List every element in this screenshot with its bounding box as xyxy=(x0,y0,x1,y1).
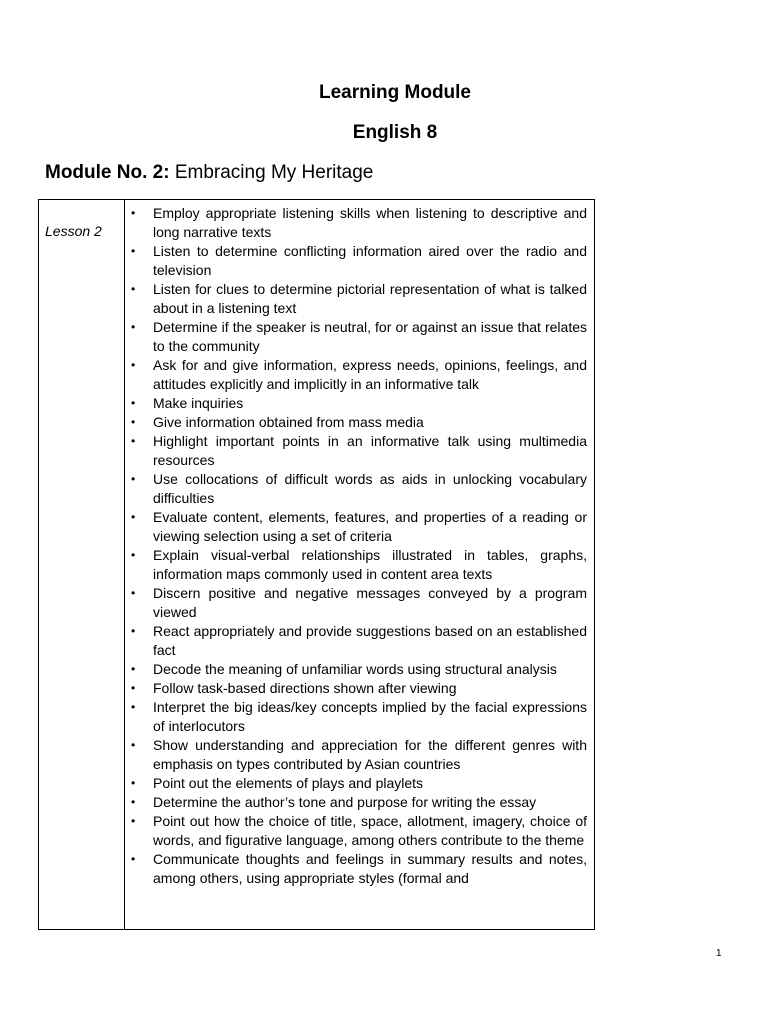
bullet-dot-icon: • xyxy=(131,434,136,448)
competency-text: Determine if the speaker is neutral, for or against an issue that relates to the community xyxy=(153,319,587,354)
competency-text: Follow task-based directions shown after viewing xyxy=(153,680,457,696)
list-item xyxy=(125,698,587,736)
bullet-dot-icon: • xyxy=(131,814,136,828)
list-item xyxy=(125,622,587,660)
bullet-dot-icon: • xyxy=(131,282,136,296)
bullet-dot-icon: • xyxy=(131,586,136,600)
page-number: 1 xyxy=(716,948,722,959)
competency-list xyxy=(125,200,594,888)
list-item xyxy=(125,660,587,679)
competency-text: Discern positive and negative messages conveyed by a program viewed xyxy=(153,585,587,620)
list-item xyxy=(125,318,587,356)
bullet-dot-icon: • xyxy=(131,776,136,790)
list-item xyxy=(125,584,587,622)
bullet-dot-icon: • xyxy=(131,472,136,486)
competency-text: Employ appropriate listening skills when listening to descriptive and long narrative texts xyxy=(153,205,587,240)
competency-text: Use collocations of difficult words as aids in unlocking vocabulary difficulties xyxy=(153,471,587,506)
bullet-dot-icon: • xyxy=(131,795,136,809)
bullet-dot-icon: • xyxy=(131,738,136,752)
list-item xyxy=(125,850,587,888)
list-item xyxy=(125,793,587,812)
competency-text: Point out how the choice of title, space, allotment, imagery, choice of words, and figurative language, among others contribute to the theme xyxy=(153,813,587,848)
list-item xyxy=(125,394,587,413)
list-item xyxy=(125,204,587,242)
bullet-dot-icon: • xyxy=(131,320,136,334)
bullet-dot-icon: • xyxy=(131,681,136,695)
module-heading xyxy=(45,162,373,184)
list-item xyxy=(125,812,587,850)
competency-text: Highlight important points in an informative talk using multimedia resources xyxy=(153,433,587,468)
bullet-dot-icon: • xyxy=(131,415,136,429)
competency-text: Give information obtained from mass media xyxy=(153,414,424,430)
table-row xyxy=(39,200,595,930)
competency-text: Make inquiries xyxy=(153,395,244,411)
list-item xyxy=(125,356,587,394)
list-item xyxy=(125,242,587,280)
list-item xyxy=(125,413,587,432)
competency-text: Interpret the big ideas/key concepts implied by the facial expressions of interlocutors xyxy=(153,699,587,734)
list-item xyxy=(125,470,587,508)
competency-table xyxy=(38,199,595,930)
bullet-dot-icon: • xyxy=(131,396,136,410)
bullet-dot-icon: • xyxy=(131,700,136,714)
lesson-cell xyxy=(39,200,125,930)
competency-cell xyxy=(125,200,595,930)
competency-text: React appropriately and provide suggestions based on an established fact xyxy=(153,623,587,658)
document-subtitle: English 8 xyxy=(352,122,438,143)
competency-text: Show understanding and appreciation for the different genres with emphasis on types contributed by Asian countries xyxy=(153,737,587,772)
list-item xyxy=(125,432,587,470)
bullet-dot-icon: • xyxy=(131,852,136,866)
competency-text: Decode the meaning of unfamiliar words using structural analysis xyxy=(153,661,557,677)
competency-text: Evaluate content, elements, features, and properties of a reading or viewing selection using a set of criteria xyxy=(153,509,587,544)
bullet-dot-icon: • xyxy=(131,662,136,676)
list-item xyxy=(125,679,587,698)
document-title: Learning Module xyxy=(319,82,471,103)
competency-text: Listen to determine conflicting information aired over the radio and television xyxy=(153,243,587,278)
bullet-dot-icon: • xyxy=(131,358,136,372)
module-label: Module No. 2: xyxy=(45,162,170,183)
bullet-dot-icon: • xyxy=(131,244,136,258)
bullet-dot-icon: • xyxy=(131,206,136,220)
list-item xyxy=(125,508,587,546)
bullet-dot-icon: • xyxy=(131,510,136,524)
bullet-dot-icon: • xyxy=(131,548,136,562)
list-item xyxy=(125,280,587,318)
competency-text: Point out the elements of plays and playlets xyxy=(153,775,424,791)
competency-text: Determine the author’s tone and purpose for writing the essay xyxy=(153,794,537,810)
competency-text: Listen for clues to determine pictorial representation of what is talked about in a listening text xyxy=(153,281,587,316)
module-name: Embracing My Heritage xyxy=(174,162,374,183)
list-item xyxy=(125,546,587,584)
bullet-dot-icon: • xyxy=(131,624,136,638)
competency-text: Explain visual-verbal relationships illustrated in tables, graphs, information maps commonly used in content area texts xyxy=(153,547,587,582)
list-item xyxy=(125,736,587,774)
list-item xyxy=(125,774,587,793)
lesson-label: Lesson 2 xyxy=(45,223,102,239)
competency-text: Communicate thoughts and feelings in summary results and notes, among others, using appropriate styles (formal and xyxy=(153,851,587,886)
competency-text: Ask for and give information, express needs, opinions, feelings, and attitudes explicitly and implicitly in an informative talk xyxy=(153,357,587,392)
